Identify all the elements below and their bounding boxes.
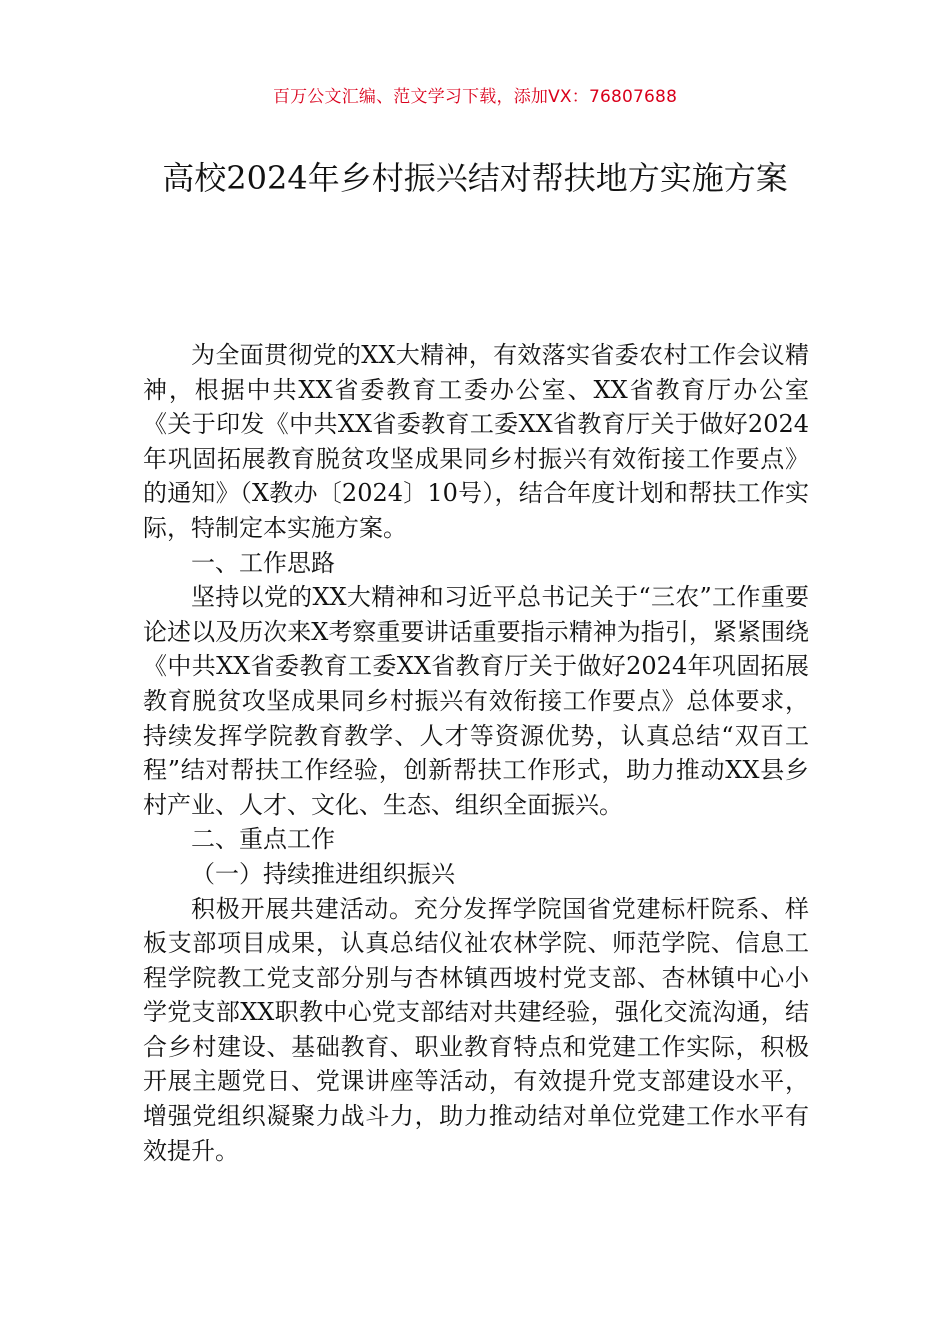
organization-paragraph: 积极开展共建活动。充分发挥学院国省党建标杆院系、样板支部项目成果，认真总结仪祉农林学院、师范学院、信息工程学院教工党支部分别与杏林镇西坡村党支部、杏林镇中心小学党支部XX职教中心党支部结对共建经验，强化交流沟通，结合乡村建设、基础教育、职业教育特点和党建工作实际，积极开展主题党日、党课讲座等活动，有效提升党支部建设水平，增强党组织凝聚力战斗力，助力推动结对单位党建工作水平有效提升。 xyxy=(143,894,809,1165)
section-heading-work-approach: 一、工作思路 xyxy=(191,548,335,577)
work-approach-paragraph: 坚持以党的XX大精神和习近平总书记关于“三农”工作重要论述以及历次来X考察重要讲话重要指示精神为指引，紧紧围绕《中共XX省委教育工委XX省教育厅关于做好2024年巩固拓展教育脱贫攻坚成果同乡村振兴有效衔接工作要点》总体要求，持续发挥学院教育教学、人才等资源优势，认真总结“双百工程”结对帮扶工作经验，创新帮扶工作形式，助力推动XX县乡村产业、人才、文化、生态、组织全面振兴。 xyxy=(143,583,809,819)
document-body xyxy=(143,338,809,1168)
section-heading-key-work: 二、重点工作 xyxy=(191,825,335,854)
intro-paragraph: 为全面贯彻党的XX大精神，有效落实省委农村工作会议精神，根据中共XX省委教育工委办公室、XX省教育厅办公室《关于印发《中共XX省委教育工委XX省教育厅关于做好2024年巩固拓展教育脱贫攻坚成果同乡村振兴有效衔接工作要点》的通知》（X教办〔2024〕10号），结合年度计划和帮扶工作实际，特制定本实施方案。 xyxy=(143,341,809,542)
document-title: 高校2024年乡村振兴结对帮扶地方实施方案 xyxy=(162,159,788,197)
header-promo-note: 百万公文汇编、范文学习下载，添加VX：76807688 xyxy=(272,87,678,107)
subsection-heading-organization: （一）持续推进组织振兴 xyxy=(191,859,455,888)
